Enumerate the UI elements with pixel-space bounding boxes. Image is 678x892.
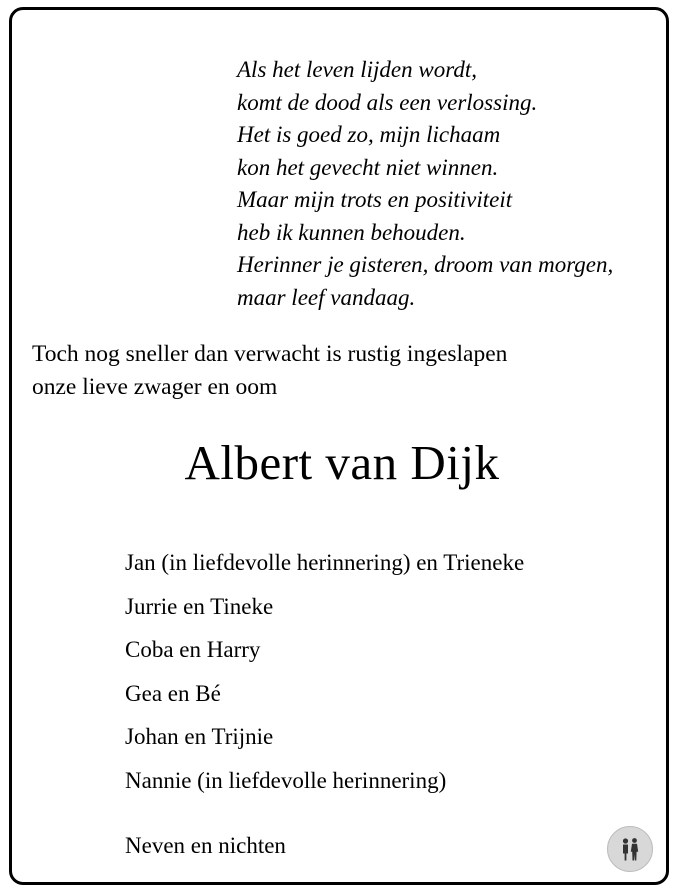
intro-line: onze lieve zwager en oom — [32, 374, 278, 400]
intro-text — [32, 338, 652, 404]
list-item: Coba en Harry — [125, 637, 261, 662]
memorial-card — [9, 7, 669, 885]
poem-line: maar leef vandaag. — [237, 284, 416, 310]
poem-line: kon het gevecht niet winnen. — [237, 154, 499, 180]
list-item: Jan (in liefdevolle herinnering) en Trieneke — [125, 550, 525, 575]
poem-line: heb ik kunnen behouden. — [237, 219, 466, 245]
memorial-card-inner — [12, 10, 666, 882]
list-item: Nannie (in liefdevolle herinnering) — [125, 767, 447, 793]
list-item: Neven en nichten — [125, 833, 286, 858]
memorial-figures-icon — [607, 826, 653, 872]
family-list — [125, 541, 645, 868]
list-item: Johan en Trijnie — [125, 724, 274, 749]
poem-line: Als het leven lijden wordt, — [237, 57, 477, 82]
poem-line: Maar mijn trots en positiviteit — [237, 187, 513, 212]
list-item: Jurrie en Tineke — [125, 593, 274, 619]
poem-line: Herinner je gisteren, droom van morgen, — [237, 252, 614, 277]
poem-block — [237, 54, 667, 314]
list-item: Gea en Bé — [125, 680, 221, 706]
poem-line: Het is goed zo, mijn lichaam — [237, 122, 501, 147]
deceased-name: Albert van Dijk — [184, 435, 500, 490]
poem-line: komt de dood als een verlossing. — [237, 89, 538, 115]
intro-line: Toch nog sneller dan verwacht is rustig ingeslapen — [32, 341, 508, 367]
